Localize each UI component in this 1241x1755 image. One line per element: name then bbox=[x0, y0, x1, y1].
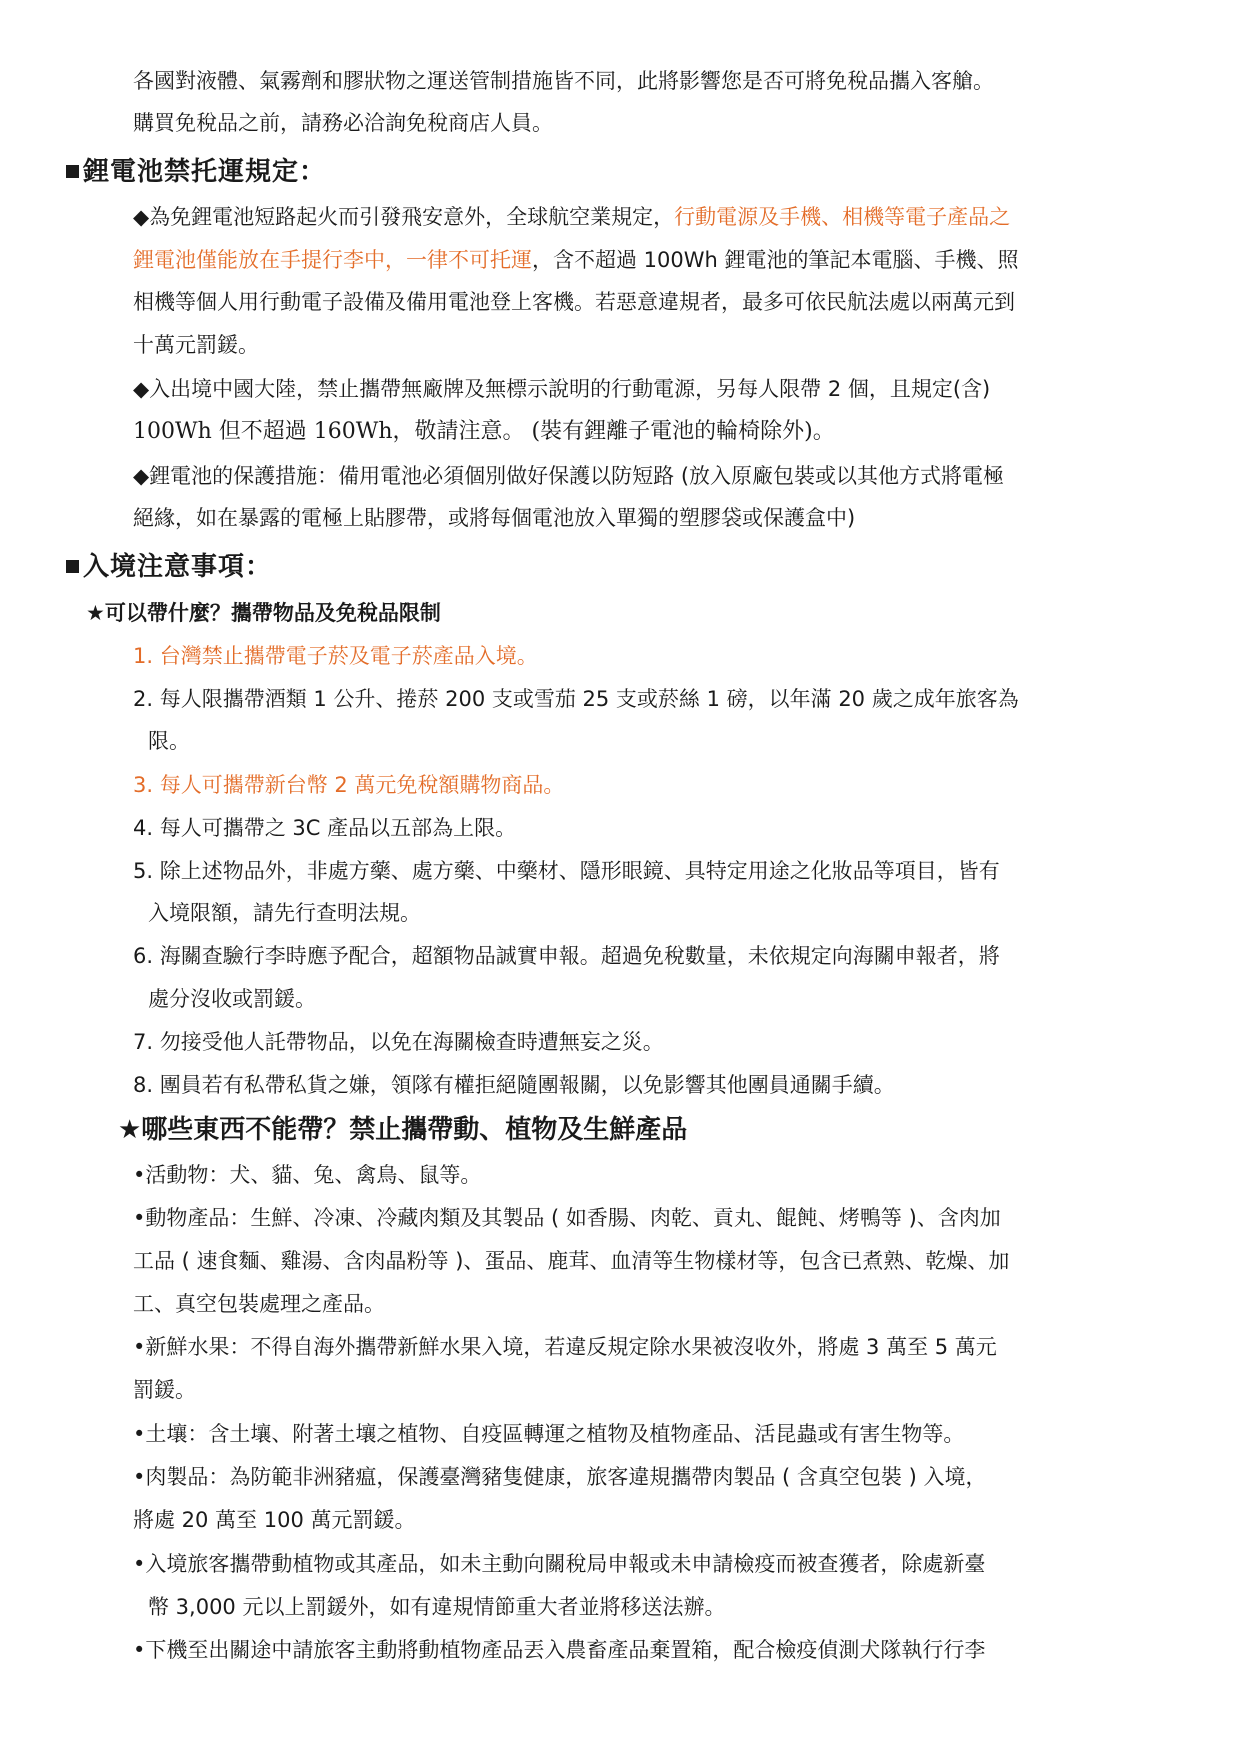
entry-item-4: 4. 每人可攜帶之 3C 產品以五部為上限。 bbox=[133, 816, 517, 840]
prohibited-fresh-fruit-line-1: •新鮮水果：不得自海外攜帶新鮮水果入境，若違反規定除水果被沒收外，將處 3 萬至 5 萬元 bbox=[133, 1335, 997, 1359]
entry-item-3: 3. 每人可攜帶新台幣 2 萬元免稅額購物商品。 bbox=[133, 773, 565, 797]
lithium-p3-line-2: 絕緣，如在暴露的電極上貼膠帶，或將每個電池放入單獨的塑膠袋或保護盒中) bbox=[133, 506, 856, 530]
entry-item-6-line-2: 處分沒收或罰鍰。 bbox=[148, 987, 316, 1011]
lithium-p2-line-1: ◆入出境中國大陸，禁止攜帶無廠牌及無標示說明的行動電源，另每人限帶 2 個，且規定(含) bbox=[133, 377, 991, 401]
entry-subheading-allowed: ★可以帶什麼？攜帶物品及免稅品限制 bbox=[86, 601, 441, 625]
prohibited-meat-products-line-1: •肉製品：為防範非洲豬瘟，保護臺灣豬隻健康，旅客違規攜帶肉製品 ( 含真空包裝 ) 入境， bbox=[133, 1465, 987, 1489]
square-bullet-icon bbox=[66, 560, 79, 573]
lithium-p1-line-2 bbox=[133, 245, 1019, 275]
prohibited-animal-products-line-3: 工、真空包裝處理之產品。 bbox=[133, 1292, 385, 1316]
entry-subheading-prohibited: ★哪些東西不能帶？禁止攜帶動、植物及生鮮產品 bbox=[118, 1115, 688, 1145]
lithium-heading bbox=[66, 157, 326, 187]
lithium-p1-d: ，含不超過 100Wh 鋰電池的筆記本電腦、手機、照 bbox=[532, 248, 1019, 272]
entry-item-6-line-1: 6. 海關查驗行李時應予配合，超額物品誠實申報。超過免稅數量，未依規定向海關申報者，將 bbox=[133, 944, 1000, 968]
lithium-p2-line-2: 100Wh 但不超過 160Wh，敬請注意。 (裝有鋰離子電池的輪椅除外)。 bbox=[133, 419, 835, 444]
prohibited-disposal-bin: •下機至出關途中請旅客主動將動植物產品丟入農畜產品棄置箱，配合檢疫偵測犬隊執行行李 bbox=[133, 1638, 986, 1662]
entry-item-1: 1. 台灣禁止攜帶電子菸及電子菸產品入境。 bbox=[133, 644, 538, 668]
entry-heading-text: 入境注意事項： bbox=[83, 552, 273, 582]
prohibited-soil: •土壤：含土壤、附著土壤之植物、自疫區轉運之植物及植物產品、活昆蟲或有害生物等。 bbox=[133, 1422, 965, 1446]
entry-item-5-line-2: 入境限額，請先行查明法規。 bbox=[148, 901, 421, 925]
entry-item-2-line-1: 2. 每人限攜帶酒類 1 公升、捲菸 200 支或雪茄 25 支或菸絲 1 磅，以年滿 20 歲之成年旅客為 bbox=[133, 687, 1019, 711]
entry-heading bbox=[66, 552, 272, 582]
prohibited-animal-products-line-1: •動物產品：生鮮、冷凍、冷藏肉類及其製品 ( 如香腸、肉乾、貢丸、餛飩、烤鴨等 )、含肉加 bbox=[133, 1206, 1001, 1230]
entry-item-2-line-2: 限。 bbox=[148, 729, 190, 753]
intro-line-2: 購買免稅品之前，請務必洽詢免稅商店人員。 bbox=[133, 111, 553, 135]
prohibited-penalty-line-1: •入境旅客攜帶動植物或其產品，如未主動向關稅局申報或未申請檢疫而被查獲者，除處新臺 bbox=[133, 1552, 986, 1576]
prohibited-fresh-fruit-line-2: 罰鍰。 bbox=[133, 1378, 196, 1402]
lithium-p1-a: ◆為免鋰電池短路起火而引發飛安意外，全球航空業規定， bbox=[133, 205, 675, 229]
lithium-p3-line-1: ◆鋰電池的保護措施：備用電池必須個別做好保護以防短路 (放入原廠包裝或以其他方式將電極 bbox=[133, 464, 1005, 488]
entry-item-5-line-1: 5. 除上述物品外，非處方藥、處方藥、中藥材、隱形眼鏡、具特定用途之化妝品等項目，皆有 bbox=[133, 859, 1000, 883]
entry-item-7: 7. 勿接受他人託帶物品，以免在海關檢查時遭無妄之災。 bbox=[133, 1030, 664, 1054]
lithium-p1-line-4: 十萬元罰鍰。 bbox=[133, 333, 259, 357]
prohibited-live-animals: •活動物：犬、貓、兔、禽鳥、鼠等。 bbox=[133, 1163, 482, 1187]
prohibited-meat-products-line-2: 將處 20 萬至 100 萬元罰鍰。 bbox=[133, 1508, 416, 1532]
square-bullet-icon bbox=[66, 165, 79, 178]
prohibited-animal-products-line-2: 工品 ( 速食麵、雞湯、含肉晶粉等 )、蛋品、鹿茸、血清等生物樣材等，包含已煮熟、乾燥、加 bbox=[133, 1249, 1010, 1273]
entry-item-8: 8. 團員若有私帶私貨之嫌，領隊有權拒絕隨團報關，以免影響其他團員通關手續。 bbox=[133, 1073, 895, 1097]
lithium-heading-text: 鋰電池禁托運規定： bbox=[83, 157, 327, 187]
lithium-p1-line-3: 相機等個人用行動電子設備及備用電池登上客機。若惡意違規者，最多可依民航法處以兩萬元到 bbox=[133, 290, 1015, 314]
lithium-p1-line-1 bbox=[133, 202, 1010, 232]
lithium-p1-highlight-1: 行動電源及手機、相機等電子產品之 bbox=[674, 205, 1011, 229]
intro-line-1: 各國對液體、氣霧劑和膠狀物之運送管制措施皆不同，此將影響您是否可將免稅品攜入客艙。 bbox=[133, 69, 994, 93]
lithium-p1-highlight-2: 鋰電池僅能放在手提行李中，一律不可托運 bbox=[133, 248, 532, 272]
prohibited-penalty-line-2: 幣 3,000 元以上罰鍰外，如有違規情節重大者並將移送法辦。 bbox=[148, 1595, 726, 1619]
